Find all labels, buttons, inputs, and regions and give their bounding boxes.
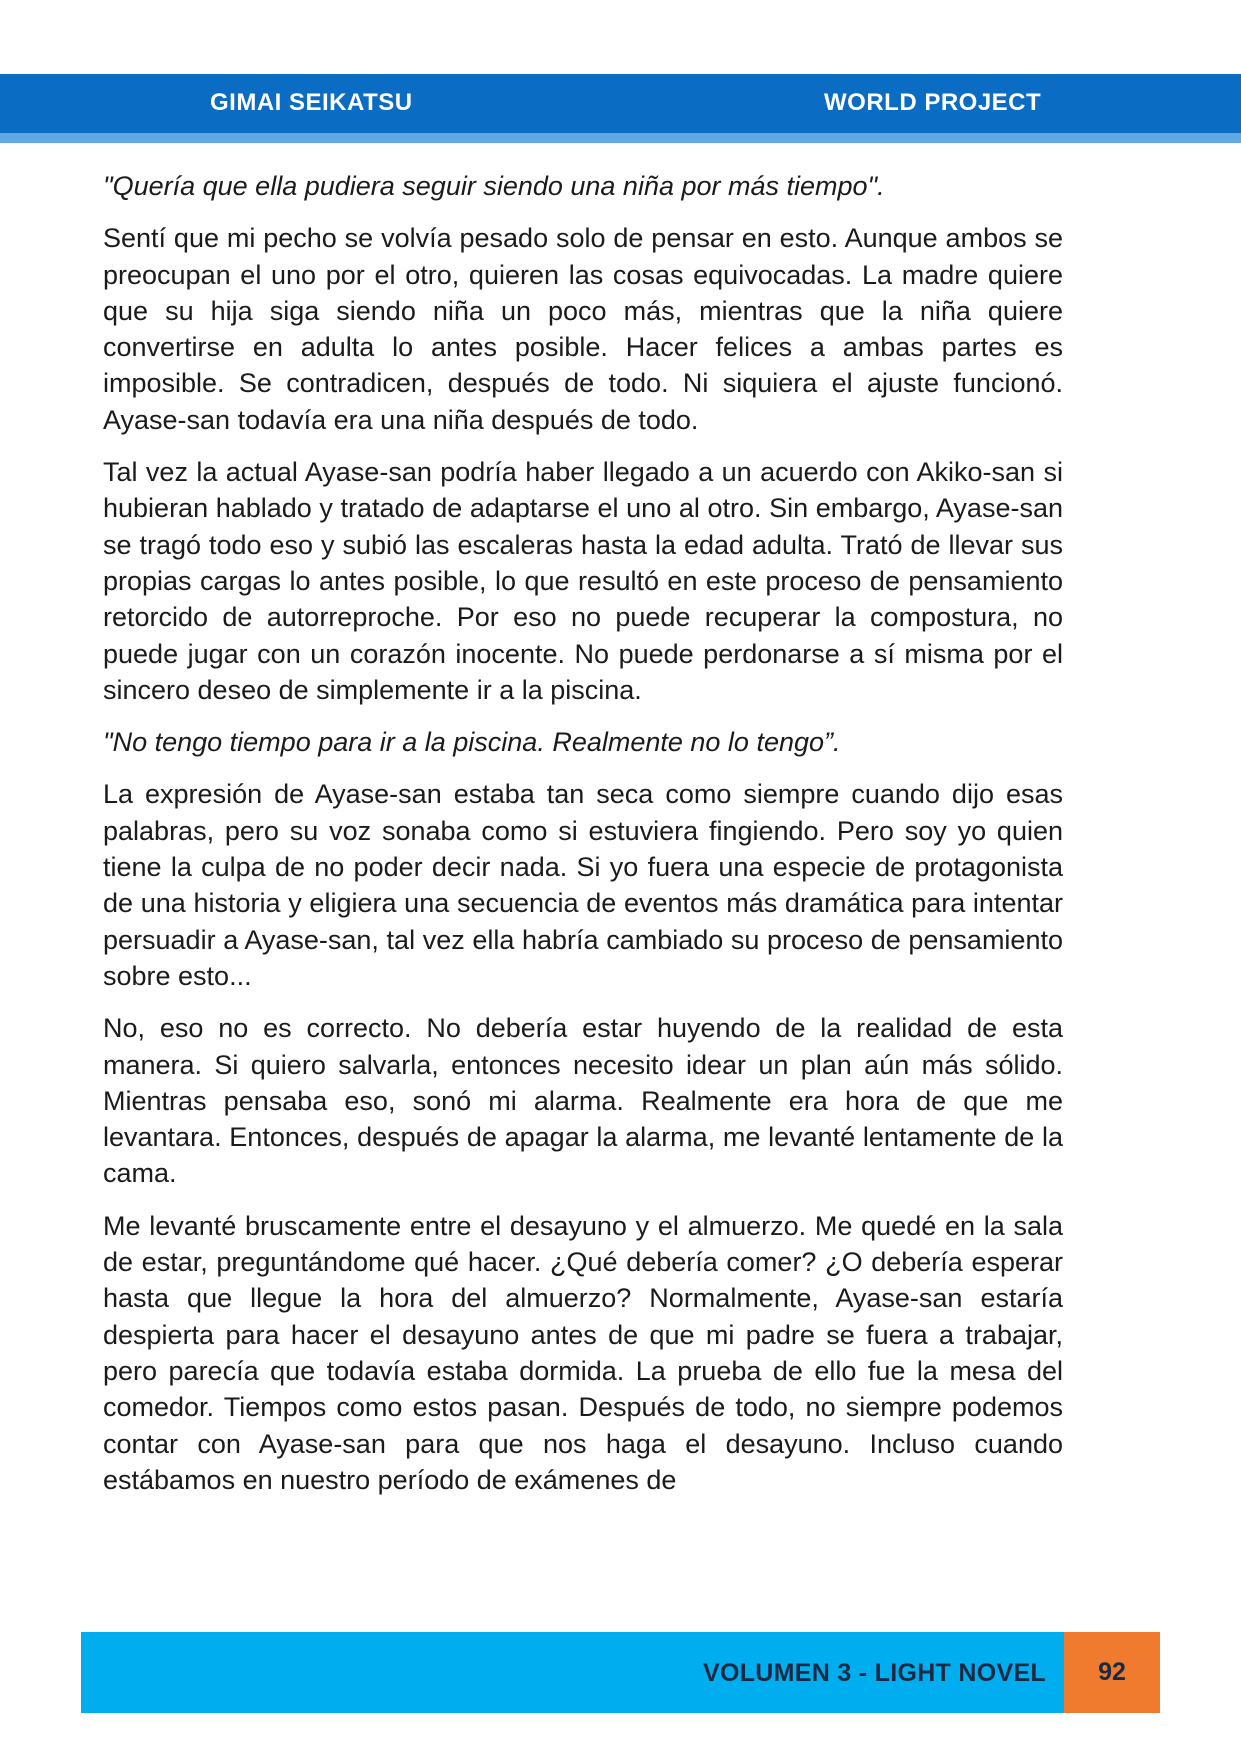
header-bar <box>0 74 1241 133</box>
header-underline <box>0 133 1241 143</box>
paragraph-1: "Quería que ella pudiera seguir siendo una niña por más tiempo". <box>103 171 885 201</box>
paragraph-7: Me levanté bruscamente entre el desayuno y el almuerzo. Me quedé en la sala de estar, preguntándome qué hacer. ¿Qué debería comer? ¿O debería esperar hasta que llegue la hora del almuerzo? Normalmente, Ayase-san estaría despierta para hacer el desayuno antes de que mi padre se fuera a trabajar, pero parecía que todavía estaba dormida. La prueba de ello fue la mesa del comedor. Tiempos como estos pasan. Después de todo, no siempre podemos contar con Ayase-san para que nos haga el desayuno. Incluso cuando estábamos en nuestro período de exámenes de <box>103 1210 1063 1495</box>
header-series-title: GIMAI SEIKATSU <box>210 89 413 116</box>
footer-volume-label: VOLUMEN 3 - LIGHT NOVEL <box>702 1659 1046 1687</box>
paragraph-2: Sentí que mi pecho se volvía pesado solo de pensar en esto. Aunque ambos se preocupan el uno por el otro, quieren las cosas equivocadas. La madre quiere que su hija siga siendo niña un poco más, mientras que la niña quiere convertirse en adulta lo antes posible. Hacer felices a ambas partes es imposible. Se contradicen, después de todo. Ni siquiera el ajuste funcionó. Ayase-san todavía era una niña después de todo. <box>103 223 1063 435</box>
header-project-name: WORLD PROJECT <box>824 89 1042 116</box>
page-number: 92 <box>1098 1658 1126 1686</box>
page-body <box>103 168 1063 1514</box>
paragraph-3: Tal vez la actual Ayase-san podría haber llegado a un acuerdo con Akiko-san si hubieran hablado y tratado de adaptarse el uno al otro. Sin embargo, Ayase-san se tragó todo eso y subió las escaleras hasta la edad adulta. Trató de llevar sus propias cargas lo antes posible, lo que resultó en este proceso de pensamiento retorcido de autorreproche. Por eso no puede recuperar la compostura, no puede jugar con un corazón inocente. No puede perdonarse a sí misma por el sincero deseo de simplemente ir a la piscina. <box>103 457 1063 705</box>
page-number-box <box>1064 1632 1160 1713</box>
paragraph-6: No, eso no es correcto. No debería estar huyendo de la realidad de esta manera. Si quiero salvarla, entonces necesito idear un plan aún más sólido. Mientras pensaba eso, sonó mi alarma. Realmente era hora de que me levantara. Entonces, después de apagar la alarma, me levanté lentamente de la cama. <box>103 1013 1063 1189</box>
footer-bar <box>81 1632 1064 1713</box>
paragraph-5: La expresión de Ayase-san estaba tan seca como siempre cuando dijo esas palabras, pero su voz sonaba como si estuviera fingiendo. Pero soy yo quien tiene la culpa de no poder decir nada. Si yo fuera una especie de protagonista de una historia y eligiera una secuencia de eventos más dramática para intentar persuadir a Ayase-san, tal vez ella habría cambiado su proceso de pensamiento sobre esto... <box>103 779 1063 991</box>
paragraph-4: "No tengo tiempo para ir a la piscina. Realmente no lo tengo”. <box>103 727 841 758</box>
